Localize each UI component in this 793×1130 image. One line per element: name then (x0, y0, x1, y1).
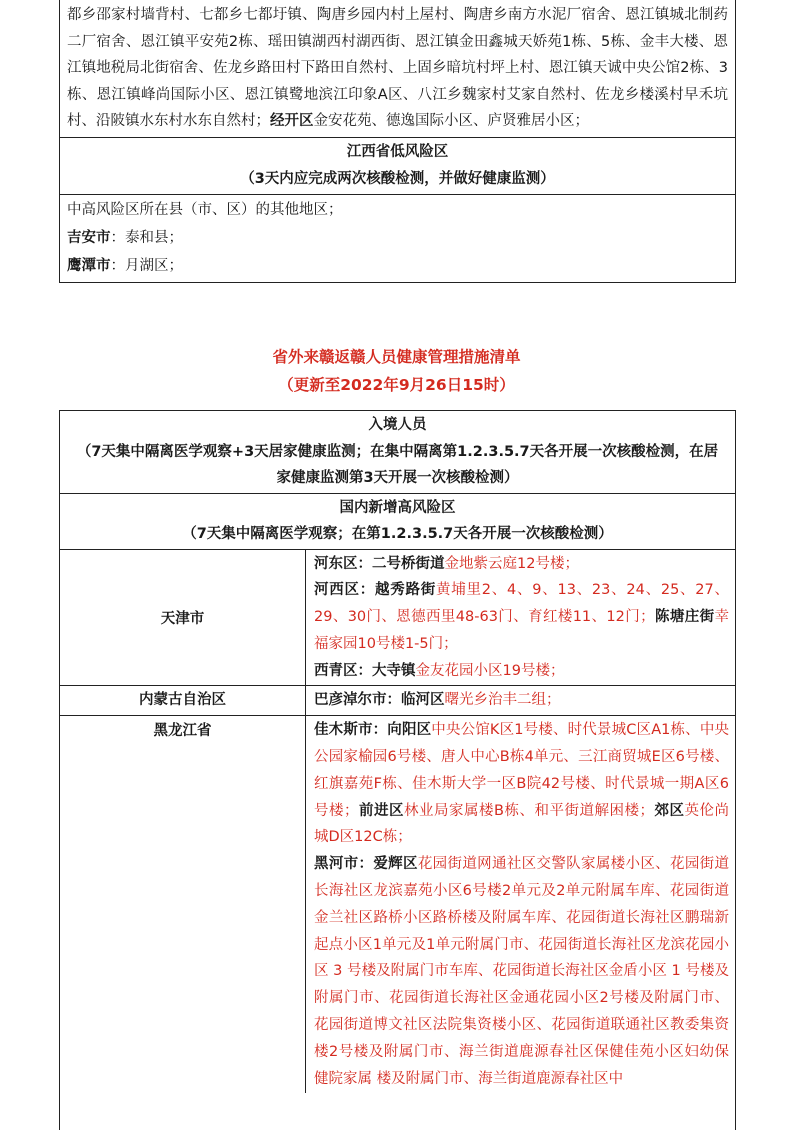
area-text: 中央公馆K区1号楼、时代景城C区A1栋、中央公园家榆园6号楼、唐人中心B栋4单元、三江商贸城E区6号楼、红旗嘉苑F栋、佳木斯大学一区B院42号楼、时代景城一期A区6号楼； (314, 722, 729, 819)
entry-personnel-note: （7天集中隔离医学观察+3天居家健康监测；在集中隔离第1.2.3.5.7天各开展一次核酸检测，在居家健康监测第3天开展一次核酸检测） (76, 443, 719, 486)
domestic-high-risk-row (60, 494, 735, 550)
low-risk-table-continued (59, 0, 736, 283)
province-name: 内蒙古自治区 (60, 686, 306, 715)
area-text: 金安花苑、德逸国际小区、庐贤雅居小区； (313, 113, 589, 130)
province-row-inner-mongolia (60, 686, 735, 716)
province-areas (306, 716, 735, 1093)
area-text: 金友花园小区19号楼； (415, 662, 565, 679)
province-areas (306, 686, 735, 715)
low-risk-list (60, 195, 735, 282)
low-risk-header (60, 138, 735, 195)
area-line (67, 224, 728, 252)
health-measures-table (59, 410, 736, 1130)
section-subtitle: （更新至2022年9月26日15时） (278, 376, 515, 394)
area-text: 金地紫云庭12号楼； (444, 555, 579, 572)
area-label: 西青区：大寺镇 (314, 662, 416, 679)
entry-personnel-row (60, 411, 735, 494)
area-label: 前进区 (358, 802, 405, 819)
section-title: 省外来赣返赣人员健康管理措施清单 (272, 348, 521, 366)
area-text: 花园街道网通社区交警队家属楼小区、花园街道长海社区龙滨嘉苑小区6号楼2单元及2单元附属车库、花园街道金兰社区路桥小区路桥楼及附属车库、花园街道长海社区鹏瑞新起点小区1单元及1单元附属门市、花园街道长海社区龙滨花园小区 3 号楼及附属门市车库、花园街道长海社区金盾小区 1 号楼及附属门市、花园街道长海社区金通花园小区2号楼及附属门市、花园街道博文社区法院集资楼小区、花园街道联通社区教委集资楼2号楼及附属门市、海兰街道鹿源春社区保健佳苑小区妇幼保健院家属 楼及附属门市、海兰街道鹿源春社区中 (314, 856, 730, 1087)
high-risk-area-paragraph (60, 0, 735, 138)
area-text: 曙光乡治丰二组； (444, 692, 561, 709)
area-line (67, 196, 728, 224)
area-label: 河西区：越秀路街 (314, 582, 437, 599)
area-label: 陈塘庄街 (654, 609, 715, 626)
area-text: ：泰和县； (110, 229, 183, 246)
area-line (314, 658, 729, 685)
section-heading (0, 343, 793, 399)
domestic-high-risk-note: （7天集中隔离医学观察；在第1.2.3.5.7天各开展一次核酸检测） (182, 526, 613, 542)
area-line (314, 851, 729, 1092)
province-row-heilongjiang (60, 716, 735, 1093)
low-risk-note: （3天内应完成两次核酸检测，并做好健康监测） (240, 170, 555, 187)
area-text: 林业局家属楼B栋、和平街道解困楼； (404, 802, 655, 819)
area-line (314, 577, 729, 657)
area-line (314, 551, 729, 578)
province-areas (306, 550, 735, 686)
area-text: 英伦尚城D区12C栋； (314, 802, 730, 846)
area-label: 河东区：二号桥街道 (314, 555, 445, 572)
province-row-tianjin (60, 550, 735, 687)
province-name: 天津市 (60, 550, 306, 686)
area-text: 幸福家园10号楼1-5门； (314, 609, 729, 652)
area-text: ：月湖区； (110, 257, 183, 274)
area-label: 佳木斯市：向阳区 (314, 722, 432, 739)
area-line (314, 687, 729, 714)
area-label: 巴彦淖尔市：临河区 (314, 692, 445, 709)
province-name: 黑龙江省 (60, 716, 306, 1093)
area-text: 都乡邵家村墙背村、七都乡七都圩镇、陶唐乡园内村上屋村、陶唐乡南方水泥厂宿舍、恩江镇城北制药二厂宿舍、恩江镇平安苑2栋、瑶田镇湖西村湖西街、恩江镇金田鑫城天娇苑1栋、5栋、金丰大楼、恩江镇地税局北街宿舍、佐龙乡路田村下路田自然村、上固乡暗坑村坪上村、恩江镇天诚中央公馆2栋、3栋、恩江镇峰尚国际小区、恩江镇鹭地滨江印象A区、八江乡魏家村艾家自然村、佐龙乡楼溪村早禾坑村、沿陂镇水东村水东自然村； (67, 7, 728, 130)
area-label: 经开区 (270, 113, 314, 130)
area-text: 黄埔里2、4、9、13、23、24、25、27、29、30门、恩德西里48-63门、育红楼11、12门； (314, 582, 730, 626)
area-line (67, 252, 728, 280)
area-label: 吉安市 (67, 229, 111, 246)
low-risk-title: 江西省低风险区 (346, 143, 449, 160)
area-text: 中高风险区所在县（市、区）的其他地区； (67, 201, 343, 218)
area-line (314, 717, 729, 851)
area-label: 黑河市：爱辉区 (314, 856, 418, 873)
area-label: 郊区 (654, 802, 685, 819)
entry-personnel-title: 入境人员 (368, 417, 427, 433)
domestic-high-risk-title: 国内新增高风险区 (339, 499, 456, 516)
area-label: 鹰潭市 (67, 257, 111, 274)
